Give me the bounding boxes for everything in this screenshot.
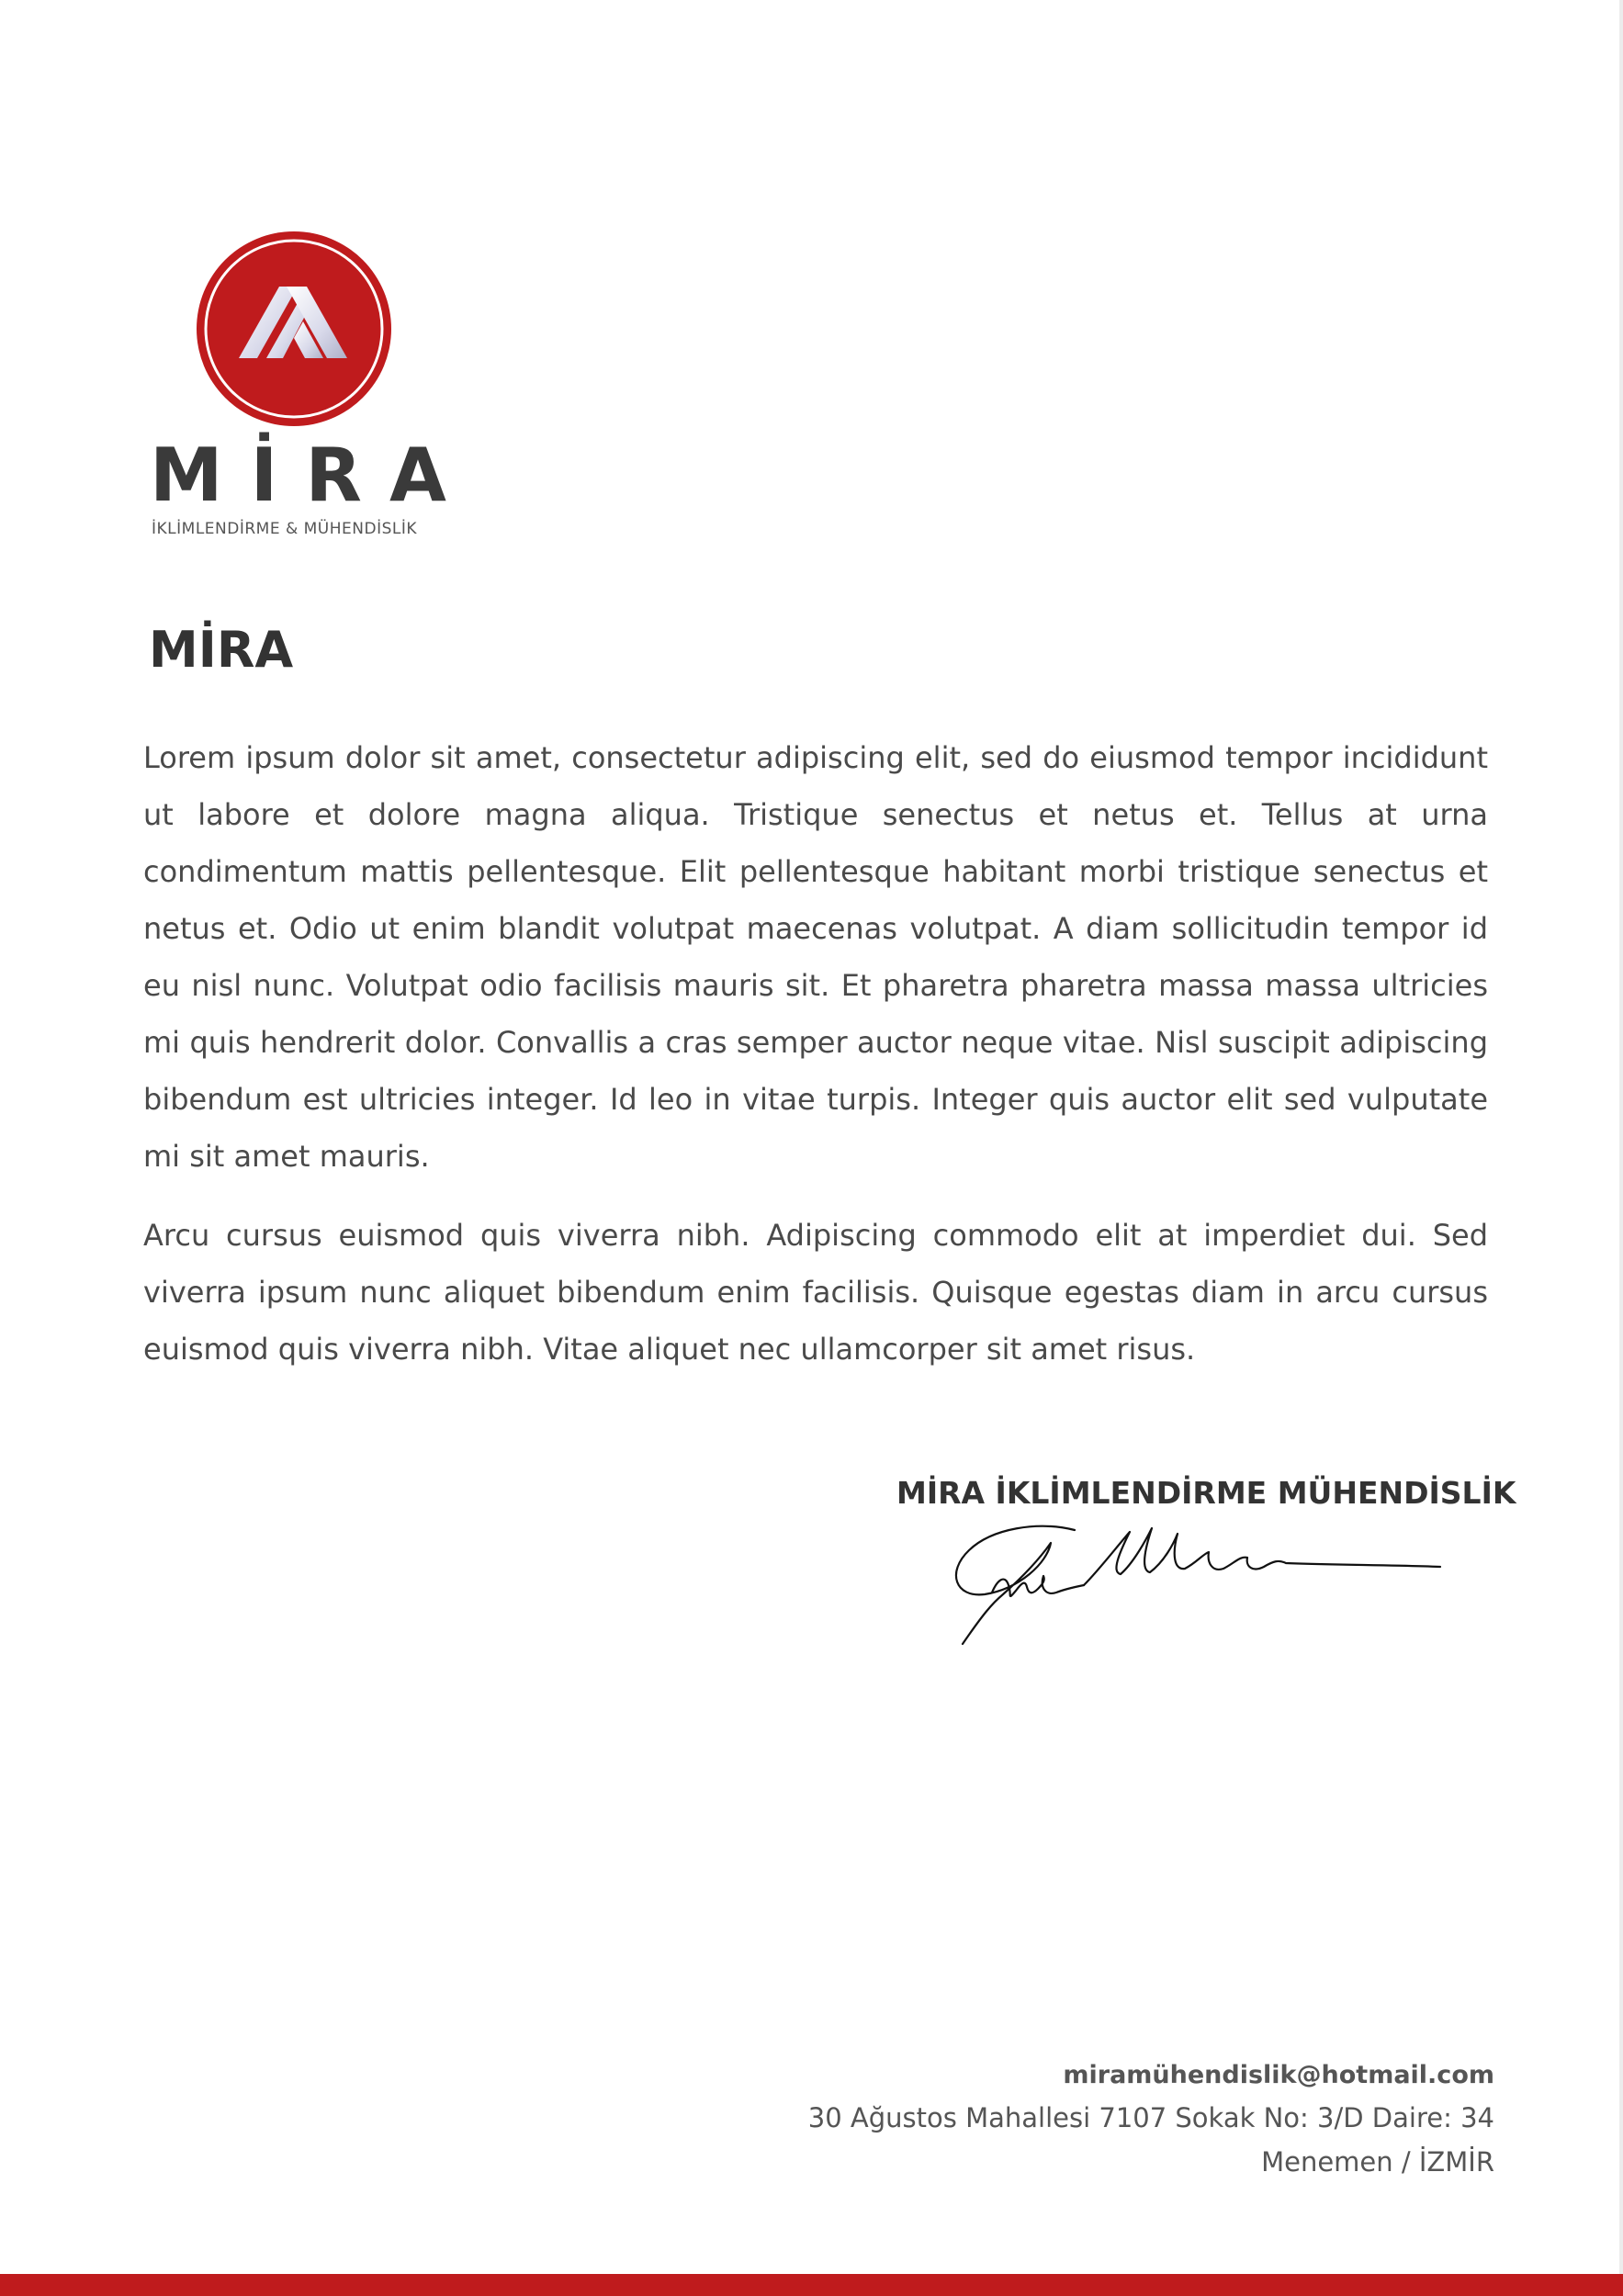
paragraph: Lorem ipsum dolor sit amet, consectetur adipiscing elit, sed do eiusmod tempor incididunt ut labore et dolore magna aliqua. Tristique senectus et netus et. Tellus at urna condimentum mattis pellentesque. Elit pellentesque habitant morbi tristique senectus et netus et. Odio ut enim blandit volutpat maecenas volutpat. A diam sollicitudin tempor id eu nisl nunc. Volutpat odio facilisis mauris sit. Et pharetra pharetra massa massa ultricies mi quis hendrerit dolor. Convallis a cras semper auctor neque vitae. Nisl suscipit adipiscing bibendum est ultricies integer. Id leo in vitae turpis. Integer quis auctor elit sed vulputate mi sit amet mauris. [143,740,1488,1174]
mountain-m-logo-icon [195,230,393,428]
contact-email: miramühendislik@hotmail.com [1063,2061,1494,2089]
page-edge [1619,0,1623,2296]
signatory-name: MİRA İKLİMLENDİRME MÜHENDİSLİK [896,1475,1516,1511]
logo-tagline: İKLİMLENDİRME & MÜHENDİSLİK [152,520,418,538]
contact-address-line2: Menemen / İZMİR [1261,2146,1494,2178]
paragraph: Arcu cursus euismod quis viverra nibh. Adipiscing commodo elit at imperdiet dui. Sed viverra ipsum nunc aliquet bibendum enim facilisis. Quisque egestas diam in arcu cursus euismod quis viverra nibh. Vitae aliquet nec ullamcorper sit amet risus. [143,1218,1488,1367]
contact-address-line1: 30 Ağustos Mahallesi 7107 Sokak No: 3/D Daire: 34 [807,2102,1494,2133]
handwritten-signature [937,1506,1460,1662]
company-logo [142,230,474,542]
letter-title: MİRA [149,621,294,679]
letter-body [143,729,1488,1400]
contact-block [808,2055,1494,2184]
logo-wordmark: MİRA [150,433,474,518]
footer-brand-bar [0,2274,1623,2296]
